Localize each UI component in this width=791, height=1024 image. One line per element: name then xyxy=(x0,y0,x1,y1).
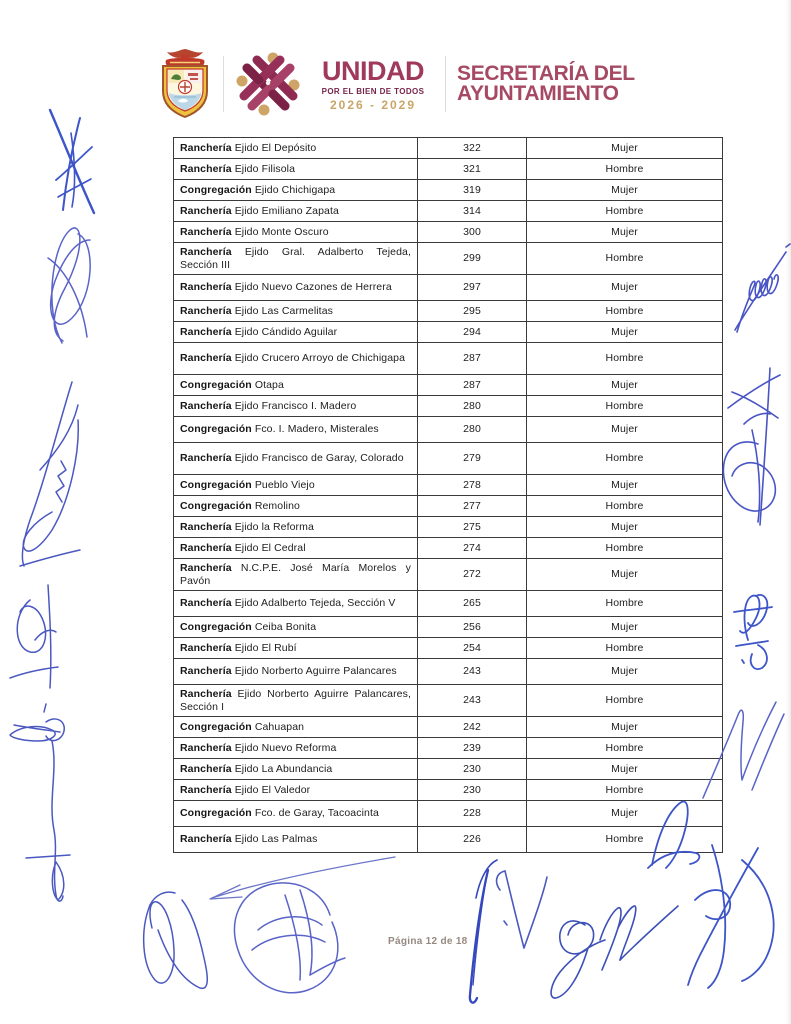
locality-cell: Ranchería Ejido Las Palmas xyxy=(174,827,418,853)
table-row xyxy=(174,396,723,417)
locality-type-label: Congregación xyxy=(180,183,252,196)
locality-type-label: Ranchería xyxy=(180,204,232,217)
locality-cell: Ranchería Ejido El Valedor xyxy=(174,780,418,801)
gender-cell: Mujer xyxy=(527,322,723,343)
locality-cell: Congregación Remolino xyxy=(174,496,418,517)
locality-cell: Ranchería Ejido Monte Oscuro xyxy=(174,222,418,243)
gender-cell: Hombre xyxy=(527,591,723,617)
locality-type-label: Ranchería xyxy=(180,452,232,465)
locality-cell: Congregación Otapa xyxy=(174,375,418,396)
locality-cell: Ranchería Ejido Francisco de Garay, Colorado xyxy=(174,443,418,475)
locality-cell: Ranchería Ejido Nuevo Cazones de Herrera xyxy=(174,275,418,301)
table-row xyxy=(174,159,723,180)
table-row xyxy=(174,517,723,538)
signature-ink-left-flourish xyxy=(20,382,80,566)
gender-cell: Hombre xyxy=(527,343,723,375)
count-cell: 254 xyxy=(418,638,527,659)
locality-type-label: Ranchería xyxy=(180,141,232,154)
gender-cell: Mujer xyxy=(527,417,723,443)
gender-cell: Hombre xyxy=(527,780,723,801)
signature-ink-left-tall xyxy=(10,704,70,901)
locality-cell: Ranchería Ejido Las Carmelitas xyxy=(174,301,418,322)
table-row xyxy=(174,138,723,159)
header-divider-left xyxy=(223,56,224,112)
count-cell: 299 xyxy=(418,243,527,275)
header-divider-right xyxy=(445,56,446,112)
document-header xyxy=(158,44,635,124)
page-number: Página 12 de 18 xyxy=(388,936,468,947)
locality-type-label: Ranchería xyxy=(180,162,232,175)
brand-subtitle: POR EL BIEN DE TODOS xyxy=(321,86,425,96)
gender-cell: Hombre xyxy=(527,638,723,659)
gender-cell: Mujer xyxy=(527,517,723,538)
gender-cell: Hombre xyxy=(527,538,723,559)
gender-cell: Hombre xyxy=(527,685,723,717)
table-row xyxy=(174,738,723,759)
gender-cell: Mujer xyxy=(527,717,723,738)
count-cell: 242 xyxy=(418,717,527,738)
locality-cell: Ranchería Ejido Emiliano Zapata xyxy=(174,201,418,222)
locality-type-label: Ranchería xyxy=(180,245,232,258)
brand-title: UNIDAD xyxy=(322,55,424,86)
secretariat-title xyxy=(457,64,635,104)
count-cell: 256 xyxy=(418,617,527,638)
count-cell: 297 xyxy=(418,275,527,301)
table-row xyxy=(174,617,723,638)
locality-type-label: Ranchería xyxy=(180,687,232,700)
count-cell: 279 xyxy=(418,443,527,475)
count-cell: 243 xyxy=(418,685,527,717)
table-row xyxy=(174,780,723,801)
locality-type-label: Congregación xyxy=(180,620,252,633)
locality-cell: Ranchería Ejido la Reforma xyxy=(174,517,418,538)
table-row xyxy=(174,322,723,343)
woven-x-emblem-icon xyxy=(235,50,301,118)
count-cell: 243 xyxy=(418,659,527,685)
brand-years: 2026 - 2029 xyxy=(329,97,417,112)
locality-cell: Congregación Cahuapan xyxy=(174,717,418,738)
locality-type-label: Congregación xyxy=(180,378,252,391)
locality-type-label: Ranchería xyxy=(180,352,232,365)
locality-type-label: Ranchería xyxy=(180,597,232,610)
signature-ink-bottom-oval xyxy=(235,883,345,993)
locality-type-label: Ranchería xyxy=(180,561,232,574)
locality-cell: Ranchería Ejido El Depósito xyxy=(174,138,418,159)
gender-cell: Hombre xyxy=(527,243,723,275)
localities-table xyxy=(173,137,723,853)
table-row xyxy=(174,180,723,201)
count-cell: 319 xyxy=(418,180,527,201)
signature-ink-right-loops xyxy=(735,244,790,332)
locality-type-label: Congregación xyxy=(180,720,252,733)
gender-cell: Mujer xyxy=(527,375,723,396)
count-cell: 278 xyxy=(418,475,527,496)
gender-cell: Hombre xyxy=(527,201,723,222)
secretariat-line1: SECRETARÍA DEL xyxy=(457,62,635,86)
count-cell: 295 xyxy=(418,301,527,322)
table-row xyxy=(174,201,723,222)
gender-cell: Hombre xyxy=(527,827,723,853)
locality-type-label: Congregación xyxy=(180,807,252,820)
locality-type-label: Congregación xyxy=(180,478,252,491)
table-row xyxy=(174,243,723,275)
locality-cell: Ranchería Ejido Filisola xyxy=(174,159,418,180)
count-cell: 265 xyxy=(418,591,527,617)
table-row xyxy=(174,475,723,496)
count-cell: 280 xyxy=(418,396,527,417)
gender-cell: Hombre xyxy=(527,496,723,517)
locality-cell: Congregación Ceiba Bonita xyxy=(174,617,418,638)
signature-ink-arrow xyxy=(210,857,395,899)
locality-cell: Ranchería Ejido El Rubí xyxy=(174,638,418,659)
gender-cell: Mujer xyxy=(527,659,723,685)
locality-type-label: Ranchería xyxy=(180,225,232,238)
locality-type-label: Ranchería xyxy=(180,665,232,678)
locality-cell: Ranchería Ejido Norberto Aguirre Palancares xyxy=(174,659,418,685)
signature-ink-right-knot xyxy=(734,595,772,669)
count-cell: 280 xyxy=(418,417,527,443)
table-row xyxy=(174,559,723,591)
gender-cell: Mujer xyxy=(527,559,723,591)
count-cell: 226 xyxy=(418,827,527,853)
gender-cell: Hombre xyxy=(527,301,723,322)
locality-cell: Ranchería N.C.P.E. José María Morelos y Pavón xyxy=(174,559,418,591)
count-cell: 274 xyxy=(418,538,527,559)
count-cell: 230 xyxy=(418,759,527,780)
locality-cell: Ranchería Ejido Gral. Adalberto Tejeda, Sección III xyxy=(174,243,418,275)
count-cell: 239 xyxy=(418,738,527,759)
locality-type-label: Ranchería xyxy=(180,762,232,775)
gender-cell: Mujer xyxy=(527,617,723,638)
locality-cell: Congregación Fco. de Garay, Tacoacinta xyxy=(174,801,418,827)
count-cell: 314 xyxy=(418,201,527,222)
signature-ink-right-flourish xyxy=(723,368,780,525)
count-cell: 294 xyxy=(418,322,527,343)
gender-cell: Mujer xyxy=(527,275,723,301)
gender-cell: Mujer xyxy=(527,180,723,201)
table-row xyxy=(174,375,723,396)
signature-ink-left-butterfly xyxy=(48,228,90,343)
locality-type-label: Ranchería xyxy=(180,641,232,654)
locality-type-label: Ranchería xyxy=(180,520,232,533)
table-row xyxy=(174,222,723,243)
count-cell: 277 xyxy=(418,496,527,517)
locality-type-label: Ranchería xyxy=(180,325,232,338)
gender-cell: Mujer xyxy=(527,759,723,780)
municipal-coat-of-arms-icon xyxy=(158,47,212,121)
locality-cell: Ranchería Ejido Crucero Arroyo de Chichigapa xyxy=(174,343,418,375)
locality-cell: Congregación Pueblo Viejo xyxy=(174,475,418,496)
count-cell: 272 xyxy=(418,559,527,591)
count-cell: 322 xyxy=(418,138,527,159)
locality-cell: Ranchería Ejido Adalberto Tejeda, Sección V xyxy=(174,591,418,617)
count-cell: 230 xyxy=(418,780,527,801)
gender-cell: Mujer xyxy=(527,138,723,159)
locality-cell: Congregación Fco. I. Madero, Misterales xyxy=(174,417,418,443)
count-cell: 287 xyxy=(418,343,527,375)
table-row xyxy=(174,275,723,301)
signature-ink-bottom-left xyxy=(144,892,208,988)
locality-type-label: Ranchería xyxy=(180,541,232,554)
gender-cell: Mujer xyxy=(527,801,723,827)
table-row xyxy=(174,443,723,475)
locality-type-label: Ranchería xyxy=(180,304,232,317)
locality-cell: Ranchería Ejido La Abundancia xyxy=(174,759,418,780)
table-row xyxy=(174,759,723,780)
table-row xyxy=(174,343,723,375)
table-row xyxy=(174,659,723,685)
locality-type-label: Ranchería xyxy=(180,833,232,846)
locality-cell: Ranchería Ejido Norberto Aguirre Palancares, Sección I xyxy=(174,685,418,717)
signature-ink-check xyxy=(497,871,547,948)
locality-cell: Congregación Ejido Chichigapa xyxy=(174,180,418,201)
table-row xyxy=(174,496,723,517)
gender-cell: Hombre xyxy=(527,738,723,759)
locality-type-label: Congregación xyxy=(180,499,252,512)
count-cell: 300 xyxy=(418,222,527,243)
locality-cell: Ranchería Ejido Francisco I. Madero xyxy=(174,396,418,417)
locality-type-label: Ranchería xyxy=(180,281,232,294)
gender-cell: Hombre xyxy=(527,159,723,180)
locality-type-label: Ranchería xyxy=(180,741,232,754)
locality-type-label: Congregación xyxy=(180,423,252,436)
signature-ink-left-knot xyxy=(10,585,58,688)
table-row xyxy=(174,717,723,738)
table-row xyxy=(174,827,723,853)
signature-ink-cursive xyxy=(551,906,678,998)
table-row xyxy=(174,417,723,443)
table-row xyxy=(174,538,723,559)
count-cell: 287 xyxy=(418,375,527,396)
table-row xyxy=(174,301,723,322)
count-cell: 228 xyxy=(418,801,527,827)
gender-cell: Mujer xyxy=(527,222,723,243)
locality-cell: Ranchería Ejido El Cedral xyxy=(174,538,418,559)
count-cell: 275 xyxy=(418,517,527,538)
locality-type-label: Ranchería xyxy=(180,783,232,796)
gender-cell: Hombre xyxy=(527,443,723,475)
table-row xyxy=(174,591,723,617)
table-row xyxy=(174,638,723,659)
gender-cell: Hombre xyxy=(527,396,723,417)
locality-type-label: Ranchería xyxy=(180,399,232,412)
signature-ink-left-top xyxy=(50,110,94,213)
table-row xyxy=(174,801,723,827)
locality-cell: Ranchería Ejido Cándido Aguilar xyxy=(174,322,418,343)
count-cell: 321 xyxy=(418,159,527,180)
brand-block xyxy=(312,55,434,112)
gender-cell: Mujer xyxy=(527,475,723,496)
secretariat-line2: AYUNTAMIENTO xyxy=(457,82,619,105)
signature-ink-bottom-vertical xyxy=(470,860,497,1003)
table-row xyxy=(174,685,723,717)
locality-cell: Ranchería Ejido Nuevo Reforma xyxy=(174,738,418,759)
